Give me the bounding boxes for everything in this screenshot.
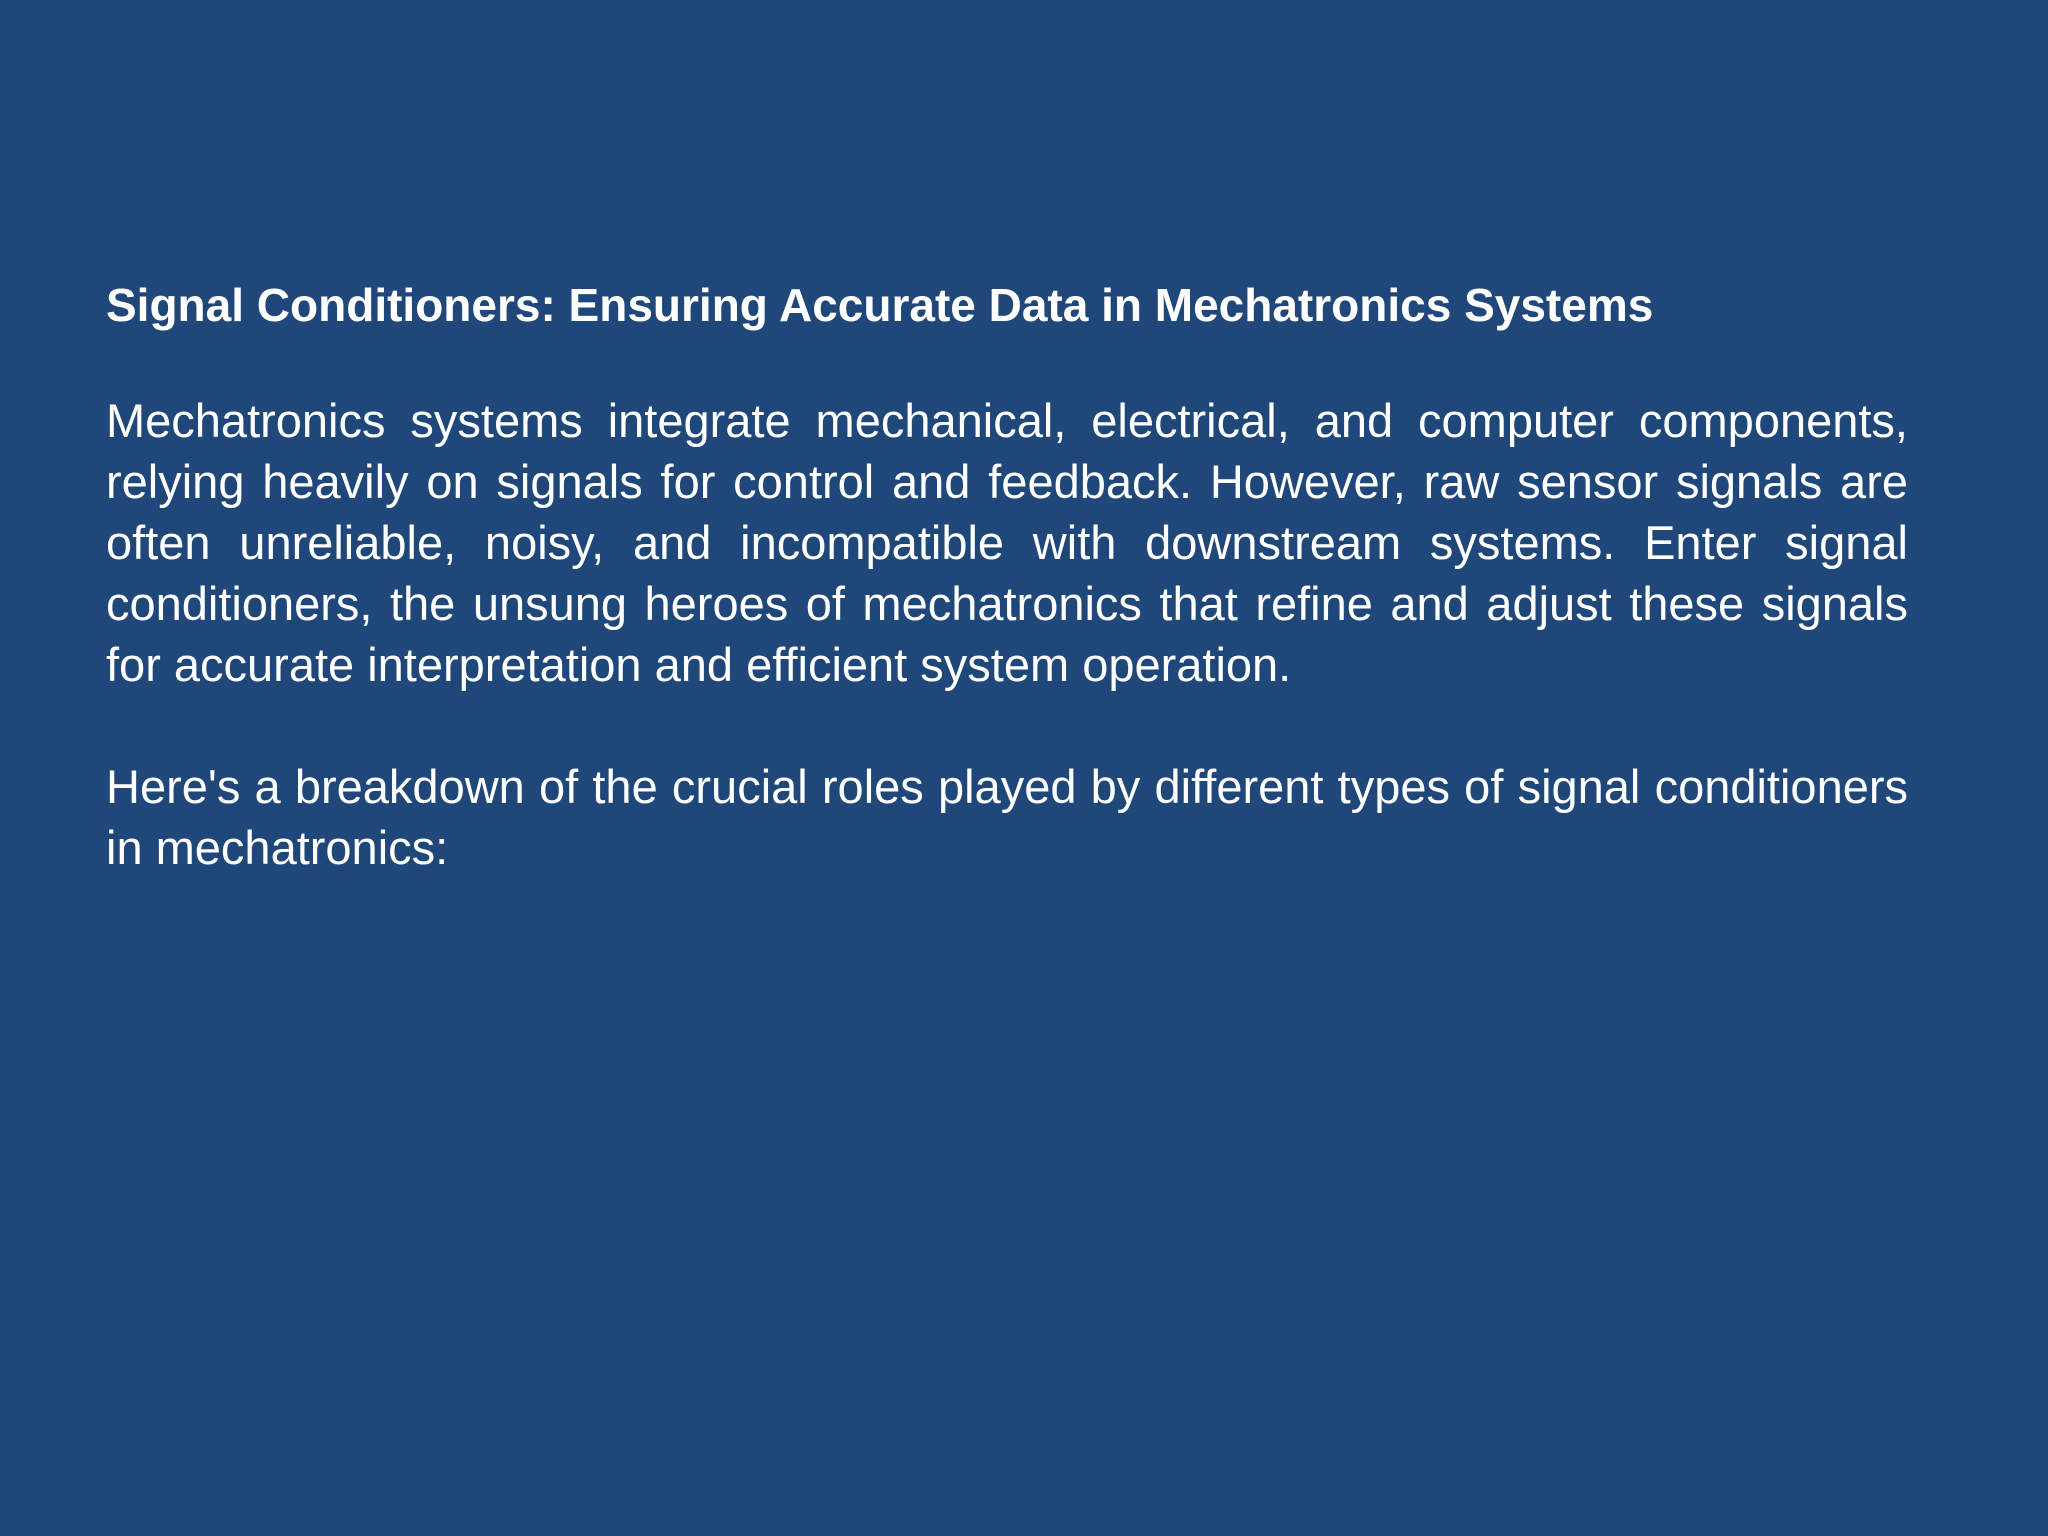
slide-content	[106, 270, 1908, 939]
intro-paragraph: Mechatronics systems integrate mechanical, electrical, and computer components, relying heavily on signals for control and feedback. However, raw sensor signals are often unreliable, noisy, and incompatible with downstream systems. Enter signal conditioners, the unsung heroes of mechatronics that refine and adjust these signals for accurate interpretation and efficient system operation.	[106, 394, 1908, 691]
breakdown-paragraph: Here's a breakdown of the crucial roles played by different types of signal conditioners in mechatronics:	[106, 760, 1908, 874]
slide-title: Signal Conditioners: Ensuring Accurate Data in Mechatronics Systems	[106, 279, 1654, 331]
